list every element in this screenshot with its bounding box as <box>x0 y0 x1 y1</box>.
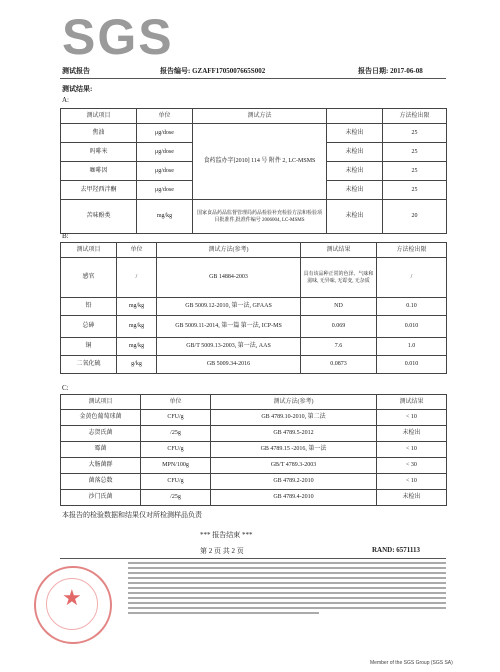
col-header-limit: 方法检出限 <box>383 109 447 124</box>
cell-item: 霉菌 <box>61 442 141 458</box>
results-title: 测试结果: <box>62 85 93 93</box>
cell-unit: mg/kg <box>117 298 157 316</box>
cell-method: GB 4789.2-2010 <box>211 474 377 490</box>
cell-unit: mg/kg <box>117 338 157 356</box>
report-number: 报告编号: GZAFF1705007665S002 <box>160 67 266 75</box>
cell-item: 二氧化硫 <box>61 356 117 374</box>
table-row <box>61 458 447 474</box>
cell-limit: 20 <box>383 200 447 234</box>
cell-result: 未检出 <box>327 200 383 234</box>
table-row <box>61 474 447 490</box>
table-row <box>61 426 447 442</box>
official-seal-stamp <box>34 566 112 644</box>
cell-limit: 25 <box>383 162 447 181</box>
cell-item: 咖啡因 <box>61 162 137 181</box>
col-header-item: 测试项目 <box>61 109 137 124</box>
footer-divider <box>60 558 446 559</box>
report-end-marker: *** 报告结束 *** <box>200 531 253 539</box>
report-label: 测试报告 <box>62 67 90 75</box>
section-a-label: A: <box>62 96 69 104</box>
cell-method: GB 5009.11-2014, 第一篇 第一法, ICP-MS <box>157 316 301 338</box>
cell-result: 未检出 <box>327 162 383 181</box>
cell-unit: /25g <box>141 426 211 442</box>
col-header-limit: 方法检出限 <box>377 243 447 258</box>
cell-method: GB/T 4789.3-2003 <box>211 458 377 474</box>
col-header-method: 测试方法(参考) <box>211 395 377 410</box>
table-row <box>61 298 447 316</box>
col-header-result: 测试结果 <box>377 395 447 410</box>
cell-item: 大肠菌群 <box>61 458 141 474</box>
cell-unit: MPN/100g <box>141 458 211 474</box>
col-header-result <box>327 109 383 124</box>
cell-item: 感官 <box>61 258 117 298</box>
cell-item: 铅 <box>61 298 117 316</box>
page-number: 第 2 页 共 2 页 <box>200 547 244 555</box>
cell-result: ND <box>301 298 377 316</box>
table-header-row <box>61 109 447 124</box>
table-row <box>61 200 447 234</box>
cell-unit: /25g <box>141 490 211 506</box>
col-header-item: 测试项目 <box>61 395 141 410</box>
cell-method: GB/T 5009.13-2003, 第一法, AAS <box>157 338 301 356</box>
cell-item: 菌落总数 <box>61 474 141 490</box>
cell-result: 具有该品种正常的色泽、气味和滋味, 无异味, 无霉变, 无杂质 <box>301 258 377 298</box>
cell-method: GB 4789.4-2010 <box>211 490 377 506</box>
col-header-result: 测试结果 <box>301 243 377 258</box>
disclaimer-note: 本报告的检验数据和结果仅对所检测样品负责 <box>62 511 202 519</box>
cell-unit: mg/kg <box>117 316 157 338</box>
cell-limit: 25 <box>383 181 447 200</box>
cell-unit: CFU/g <box>141 410 211 426</box>
cell-unit: g/kg <box>117 356 157 374</box>
cell-method: GB 4789.15 -2016, 第一法 <box>211 442 377 458</box>
table-row <box>61 490 447 506</box>
col-header-unit: 单位 <box>117 243 157 258</box>
col-header-unit: 单位 <box>137 109 193 124</box>
star-icon: ★ <box>62 586 82 611</box>
cell-unit: μg/dose <box>137 124 193 143</box>
cell-limit: 1.0 <box>377 338 447 356</box>
section-c-table <box>60 394 447 506</box>
cell-item: 总砷 <box>61 316 117 338</box>
section-c-label: C: <box>62 384 69 392</box>
report-date: 报告日期: 2017-06-08 <box>358 67 423 75</box>
col-header-item: 测试项目 <box>61 243 117 258</box>
table-row <box>61 442 447 458</box>
cell-result: 未检出 <box>327 181 383 200</box>
fine-print-block <box>128 562 446 617</box>
section-b-table <box>60 242 447 374</box>
table-row <box>61 356 447 374</box>
col-header-unit: 单位 <box>141 395 211 410</box>
cell-result: 未检出 <box>377 490 447 506</box>
cell-unit: CFU/g <box>141 474 211 490</box>
cell-item: 志贺氏菌 <box>61 426 141 442</box>
cell-result: 未检出 <box>327 124 383 143</box>
cell-item: 铜 <box>61 338 117 356</box>
cell-item: 苦味酚类 <box>61 200 137 234</box>
cell-result: 未检出 <box>377 426 447 442</box>
cell-item: 金黄色葡萄球菌 <box>61 410 141 426</box>
header-divider <box>60 78 446 79</box>
table-row <box>61 258 447 298</box>
sgs-logo: SGS <box>62 9 174 65</box>
cell-item: 去甲羟西泮酮 <box>61 181 137 200</box>
cell-result: 7.6 <box>301 338 377 356</box>
table-row <box>61 410 447 426</box>
cell-method: GB 4789.10-2010, 第二法 <box>211 410 377 426</box>
cell-limit: 0.010 <box>377 316 447 338</box>
col-header-method: 测试方法(参考) <box>157 243 301 258</box>
cell-limit: 25 <box>383 143 447 162</box>
cell-result: 未检出 <box>327 143 383 162</box>
table-row <box>61 124 447 143</box>
cell-item: 吗啡米 <box>61 143 137 162</box>
cell-result: 0.069 <box>301 316 377 338</box>
cell-result: < 30 <box>377 458 447 474</box>
table-header-row <box>61 243 447 258</box>
cell-unit: μg/dose <box>137 162 193 181</box>
cell-result: < 10 <box>377 474 447 490</box>
cell-method: GB 5009.34-2016 <box>157 356 301 374</box>
cell-unit: mg/kg <box>137 200 193 234</box>
table-row <box>61 316 447 338</box>
cell-method: 食药监办字[2010] 114 号 附件 2, LC-MSMS <box>193 124 327 200</box>
cell-item: 焦油 <box>61 124 137 143</box>
cell-limit: / <box>377 258 447 298</box>
cell-limit: 0.010 <box>377 356 447 374</box>
sgs-member-line: Member of the SGS Group (SGS SA) <box>370 660 453 666</box>
cell-limit: 25 <box>383 124 447 143</box>
cell-limit: 0.10 <box>377 298 447 316</box>
section-b-label: B: <box>62 232 69 240</box>
cell-unit: / <box>117 258 157 298</box>
col-header-method: 测试方法 <box>193 109 327 124</box>
table-header-row <box>61 395 447 410</box>
cell-result: 0.0873 <box>301 356 377 374</box>
rand-code: RAND: 6571113 <box>372 546 421 554</box>
cell-item: 沙门氏菌 <box>61 490 141 506</box>
cell-method: GB 14884-2003 <box>157 258 301 298</box>
cell-method: GB 4789.5-2012 <box>211 426 377 442</box>
cell-unit: μg/dose <box>137 181 193 200</box>
cell-unit: CFU/g <box>141 442 211 458</box>
section-a-table <box>60 108 447 234</box>
cell-unit: μg/dose <box>137 143 193 162</box>
cell-method: 国家食品药品监督管理局药品检验补充检验方法和检验项目批准件,批准件编号 2006004, LC-MSMS <box>193 200 327 234</box>
table-row <box>61 338 447 356</box>
cell-result: < 10 <box>377 410 447 426</box>
cell-method: GB 5009.12-2010, 第一法, GFAAS <box>157 298 301 316</box>
cell-result: < 10 <box>377 442 447 458</box>
